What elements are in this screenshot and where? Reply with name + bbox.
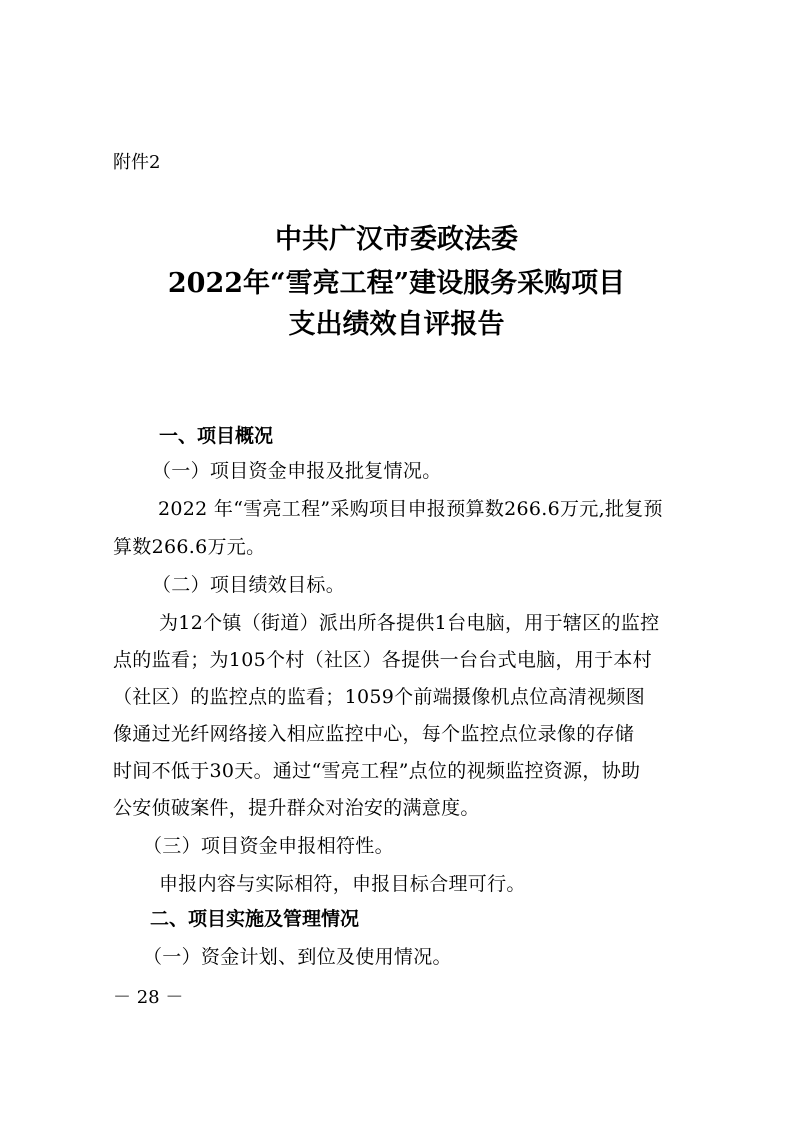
- paragraph-1-line-1: 2022 年“雪亮工程”采购项目申报预算数266.6万元,批复预: [158, 498, 663, 520]
- title-line-3: 支出绩效自评报告: [288, 309, 505, 340]
- paragraph-2-line-3: （社区）的监控点的监看；1059个前端摄像机点位高清视频图: [113, 686, 646, 708]
- title-line-1: 中共广汉市委政法委: [275, 224, 518, 255]
- paragraph-2-line-6: 公安侦破案件，提升群众对治安的满意度。: [113, 797, 480, 819]
- title-line-2: 2022年“雪亮工程”建设服务采购项目: [167, 268, 626, 299]
- paragraph-2-line-1: 为12个镇（街道）派出所各提供1台电脑，用于辖区的监控: [159, 612, 660, 634]
- paragraph-2-line-5: 时间不低于30天。通过“雪亮工程”点位的视频监控资源，协助: [113, 760, 641, 782]
- paragraph-3-line-1: 申报内容与实际相符，申报目标合理可行。: [159, 873, 526, 895]
- paragraph-2-line-4: 像通过光纤网络接入相应监控中心，每个监控点位录像的存储: [113, 723, 635, 745]
- paragraph-1-line-2: 算数266.6万元。: [113, 536, 266, 558]
- section-2-heading: 二、项目实施及管理情况: [150, 908, 360, 930]
- section-1-subheading-3: （三）项目资金申报相符性。: [143, 835, 394, 857]
- attachment-label: 附件2: [113, 152, 161, 173]
- paragraph-2-line-2: 点的监看；为105个村（社区）各提供一台台式电脑，用于本村: [113, 649, 652, 671]
- section-2-subheading-1: （一）资金计划、到位及使用情况。: [143, 946, 452, 968]
- section-1-subheading-1: （一）项目资金申报及批复情况。: [152, 460, 442, 482]
- page-number: － 28 －: [113, 987, 184, 1008]
- section-1-subheading-2: （二）项目绩效目标。: [152, 574, 346, 596]
- section-1-heading: 一、项目概况: [159, 425, 274, 447]
